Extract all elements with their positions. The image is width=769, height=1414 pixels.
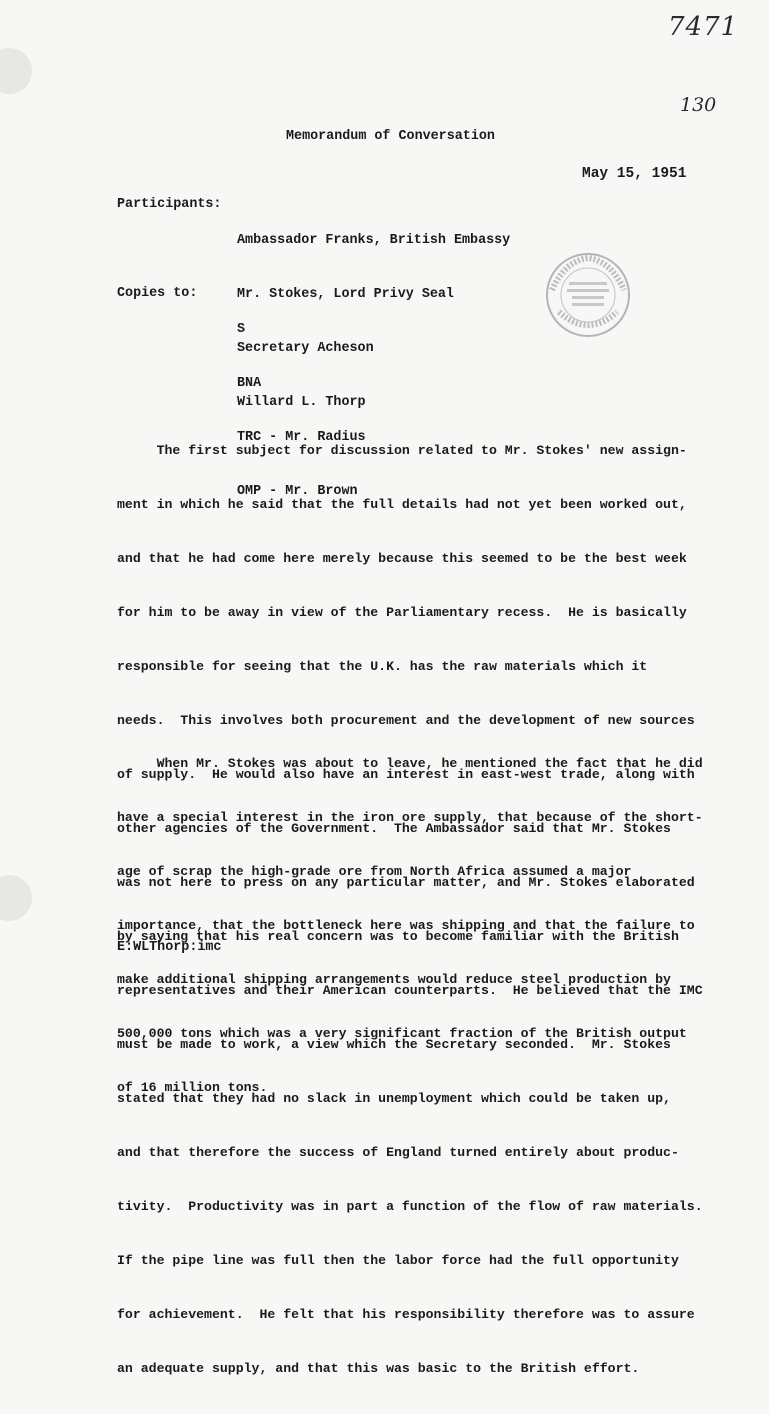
text-line: must be made to work, a view which the Secretary seconded. Mr. Stokes (117, 1037, 671, 1052)
participant-name: Willard L. Thorp (237, 395, 366, 410)
archives-stamp-seal (545, 252, 631, 338)
text-line: stated that they had no slack in unemployment which could be taken up, (117, 1091, 671, 1106)
text-line: make additional shipping arrangements would reduce steel production by (117, 972, 671, 987)
text-line: and that he had come here merely because this seemed to be the best week (117, 551, 687, 566)
participant-name: Ambassador Franks, British Embassy (237, 233, 511, 248)
text-line: ment in which he said that the full details had not yet been worked out, (117, 497, 687, 512)
body-paragraph-2 (117, 719, 703, 1133)
text-line: responsible for seeing that the U.K. has the raw materials which it (117, 659, 648, 674)
text-line: of supply. He would also have an interest in east-west trade, along with (117, 767, 695, 782)
participant-name: Secretary Acheson (237, 341, 374, 356)
text-line: have a special interest in the iron ore supply, that because of the short- (117, 810, 703, 825)
participants-label: Participants: (117, 197, 222, 212)
memo-date: May 15, 1951 (582, 166, 687, 182)
punch-hole (0, 875, 32, 921)
copy-recipient: OMP - Mr. Brown (237, 484, 358, 499)
memo-title: Memorandum of Conversation (286, 129, 495, 144)
text-line: needs. This involves both procurement and the development of new sources (117, 713, 695, 728)
text-line: and that therefore the success of England turned entirely about produc- (117, 1145, 679, 1160)
handwritten-document-number: 7471 (668, 12, 739, 42)
text-line: If the pipe line was full then the labor force had the full opportunity (117, 1253, 679, 1268)
text-line: by saying that his real concern was to become familiar with the British (117, 929, 679, 944)
text-line: age of scrap the high-grade ore from North Africa assumed a major (117, 864, 632, 879)
text-line: an adequate supply, and that this was basic to the British effort. (117, 1361, 640, 1376)
text-line: 500,000 tons which was a very significant fraction of the British output (117, 1026, 687, 1041)
copy-recipient: S (237, 322, 246, 337)
text-line: was not here to press on any particular matter, and Mr. Stokes elaborated (117, 875, 695, 890)
drafter-initials: E:WLThorp:imc (117, 940, 222, 955)
copy-recipient: BNA (237, 376, 262, 391)
copy-recipient: TRC - Mr. Radius (237, 430, 366, 445)
text-line: for him to be away in view of the Parliamentary recess. He is basically (117, 605, 687, 620)
text-line: of 16 million tons. (117, 1080, 268, 1095)
text-line: for achievement. He felt that his responsibility therefore was to assure (117, 1307, 695, 1322)
copies-label: Copies to: (117, 286, 198, 301)
text-line: other agencies of the Government. The Ambassador said that Mr. Stokes (117, 821, 671, 836)
punch-hole (0, 48, 32, 94)
participant-name: Mr. Stokes, Lord Privy Seal (237, 287, 454, 302)
text-line: When Mr. Stokes was about to leave, he mentioned the fact that he did (117, 756, 703, 771)
text-line: representatives and their American counterparts. He believed that the IMC (117, 983, 703, 998)
text-line: tivity. Productivity was in part a function of the flow of raw materials. (117, 1199, 703, 1214)
handwritten-page-number: 130 (680, 94, 717, 116)
text-line: The first subject for discussion related to Mr. Stokes' new assign- (117, 443, 687, 458)
text-line: importance, that the bottleneck here was shipping and that the failure to (117, 918, 695, 933)
